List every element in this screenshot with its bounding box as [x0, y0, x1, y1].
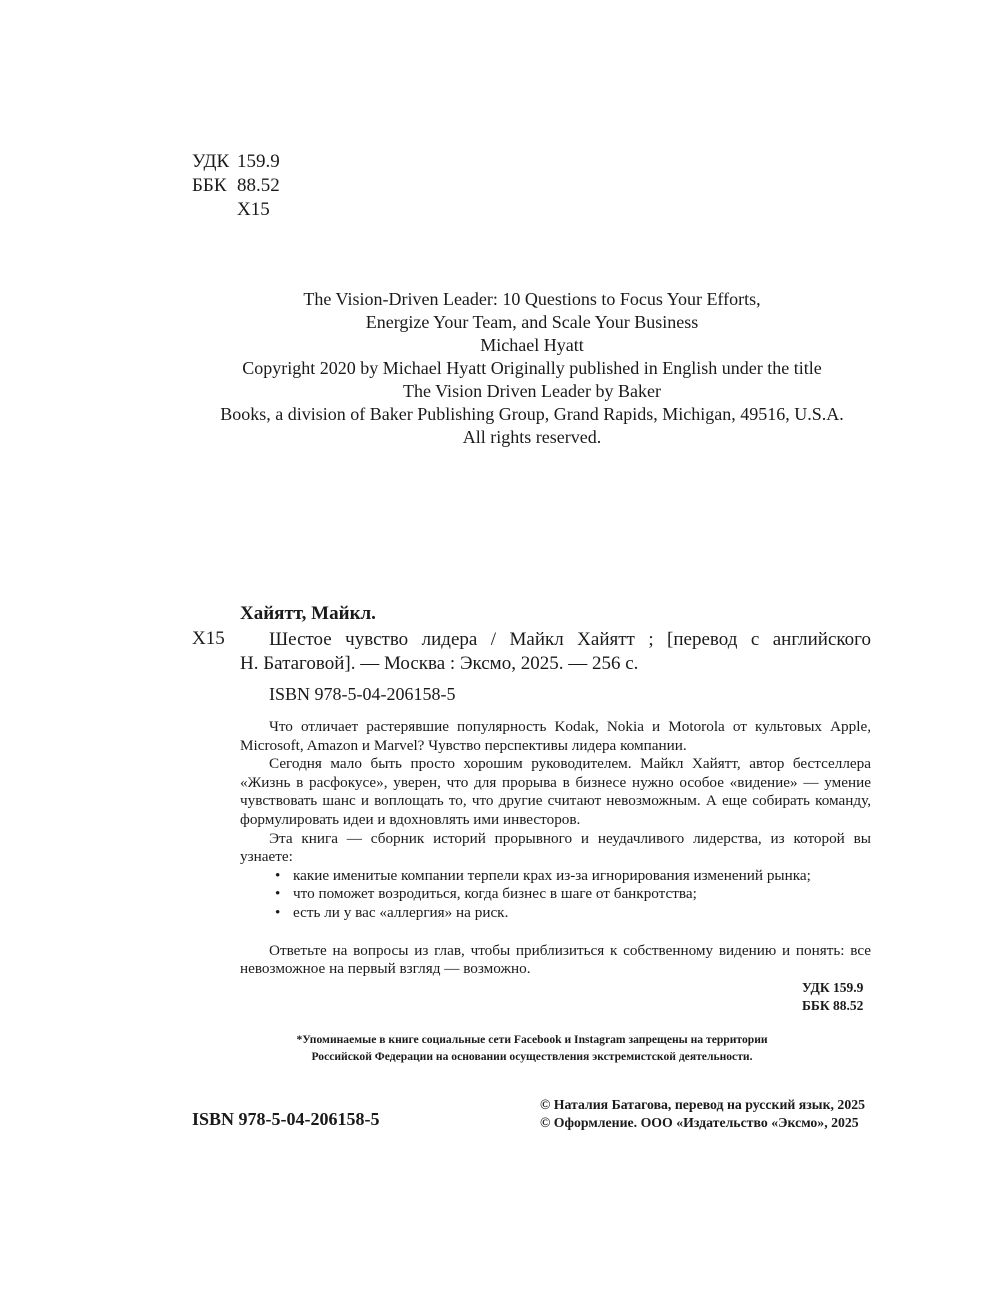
original-copyright-line-3: Books, a division of Baker Publishing Group, Grand Rapids, Michigan, 49516, U.S.A.	[220, 404, 844, 424]
original-title-line-1: The Vision-Driven Leader: 10 Questions to Focus Your Efforts,	[303, 289, 761, 309]
list-item: • есть ли у вас «аллергия» на риск.	[275, 903, 509, 921]
record-author-mark: Х15	[192, 628, 225, 649]
annotation-bbk: ББК 88.52	[802, 998, 864, 1013]
annotation-udk: УДК 159.9	[802, 980, 864, 995]
translation-copyright: © Наталия Батагова, перевод на русский язык, 2025	[540, 1097, 866, 1112]
bibliographic-description-line-2: Н. Батаговой]. — Москва : Эксмо, 2025. — 256 с.	[240, 653, 639, 674]
original-title-line-2: Energize Your Team, and Scale Your Business	[365, 312, 699, 332]
footer-isbn: ISBN 978-5-04-206158-5	[192, 1109, 380, 1129]
original-copyright-line-2: The Vision Driven Leader by Baker	[402, 381, 661, 401]
classification-codes	[192, 150, 280, 222]
udk-value: 159.9	[237, 151, 280, 172]
annotation-codes	[802, 979, 863, 1015]
annotation-paragraph-4: Ответьте на вопросы из глав, чтобы приблизиться к собственному видению и понять: все невозможное на первый взгляд — возможно.	[240, 941, 871, 978]
record-isbn: ISBN 978-5-04-206158-5	[269, 684, 456, 704]
original-edition-notice	[0, 288, 986, 449]
original-author: Michael Hyatt	[480, 335, 584, 355]
disclaimer-line-2: Российской Федерации на основании осуществления экстремистской деятельности.	[311, 1050, 753, 1063]
annotation-paragraph-1: Что отличает растерявшие популярность Kodak, Nokia и Motorola от культовых Apple, Microsoft, Amazon и Marvel? Чувство перспективы лидера компании.	[240, 718, 871, 754]
rights-reserved: All rights reserved.	[462, 427, 602, 447]
udk-row	[192, 150, 280, 174]
bbk-label: ББК	[192, 175, 227, 196]
udk-label: УДК	[192, 151, 230, 172]
disclaimer-line-1: *Упоминаемые в книге социальные сети Facebook и Instagram запрещены на территории	[296, 1033, 768, 1046]
author-mark: Х15	[237, 199, 270, 220]
list-item: • что поможет возродиться, когда бизнес в шаге от банкротства;	[275, 885, 697, 903]
annotation-paragraph-2: Сегодня мало быть просто хорошим руководителем. Майкл Хайятт, автор бестселлера «Жизнь в расфокусе», уверен, что для прорыва в бизнесе нужно особое «видение» — умение чувствовать шанс и воплощать то, что другие считают невозможным. А еще собирать команду, формулировать идеи и вдохновлять ими инвесторов.	[240, 755, 871, 828]
bibliographic-description-line-1: Шестое чувство лидера / Майкл Хайятт ; [перевод с английского	[269, 629, 871, 650]
bbk-value: 88.52	[237, 175, 280, 196]
original-copyright-line-1: Copyright 2020 by Michael Hyatt Originally published in English under the title	[242, 358, 822, 378]
annotation-bullet-list	[240, 867, 871, 923]
bullet-icon: •	[275, 885, 281, 903]
record-author: Хайятт, Майкл.	[240, 603, 376, 624]
bullet-icon: •	[275, 903, 281, 921]
annotation	[240, 718, 871, 979]
legal-disclaimer	[0, 1031, 986, 1065]
copyright-block	[540, 1096, 865, 1132]
bullet-icon: •	[275, 866, 281, 884]
design-copyright: © Оформление. ООО «Издательство «Эксмо», 2025	[540, 1115, 859, 1130]
list-item: • какие именитые компании терпели крах из-за игнорирования изменений рынка;	[275, 866, 811, 884]
spacer	[240, 923, 871, 942]
bbk-row	[192, 174, 280, 198]
annotation-paragraph-3: Эта книга — сборник историй прорывного и неудачливого лидерства, из которой вы узнаете:	[240, 829, 871, 866]
